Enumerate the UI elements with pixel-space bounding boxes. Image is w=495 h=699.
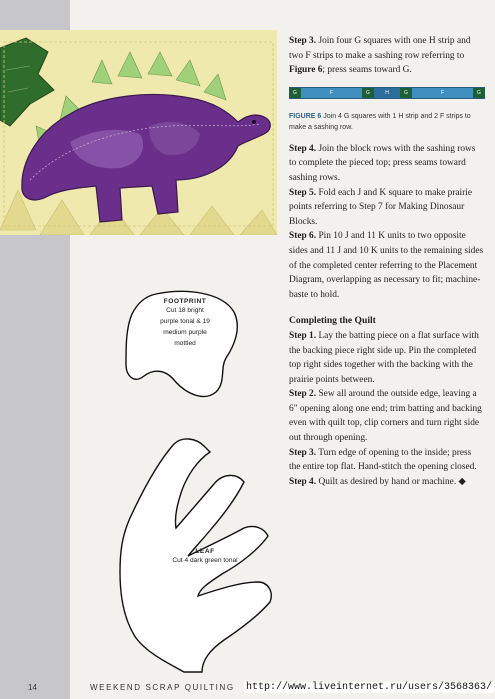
completing-step-2: [289, 387, 485, 445]
template-cut-line: mottled: [174, 340, 196, 347]
page-number: 14: [28, 683, 37, 692]
step-label: Step 4.: [289, 476, 317, 487]
step-3-sashing: [289, 34, 485, 78]
completing-step-3: [289, 446, 485, 475]
sashing-g-square: G: [289, 88, 301, 98]
completing-step-4: [289, 475, 485, 490]
figure-reference: Figure 6: [289, 65, 323, 76]
sashing-g-square: G: [473, 88, 485, 98]
step-text: Join four G squares with one H strip and two F strips to make a sashing row referring to: [289, 36, 471, 61]
template-cut-line: Cut 4 dark green tonal: [172, 557, 238, 564]
step-label: Step 5.: [289, 187, 317, 198]
dinosaur-quilt-illustration: [0, 30, 277, 235]
sashing-g-square: G: [362, 88, 374, 98]
step-text: Pin 10 J and 11 K units to two opposite sides and 11 J and 10 K units to the remaining sides of the completed center referring to the Placement Diagram, overlapping as necessary to fit; machine-baste to hold.: [289, 231, 484, 300]
step-text-tail: ; press seams toward G.: [322, 65, 412, 76]
template-cut-line: medium purple: [163, 329, 207, 336]
template-name: FOOTPRINT: [163, 298, 207, 305]
step-5-prairie-points: [289, 186, 485, 230]
step-4-join-rows: [289, 142, 485, 186]
step-text: Join the block rows with the sashing rows to complete the pieced top; press seams toward sashing rows.: [289, 143, 476, 183]
step-text: Quilt as desired by hand or machine. ◆: [316, 476, 466, 487]
step-label: Step 3.: [289, 447, 317, 458]
step-6-pin-units: [289, 229, 485, 302]
quilt-block-photo: [0, 30, 277, 235]
step-label: Step 3.: [289, 36, 317, 46]
leaf-label: [150, 548, 260, 566]
figure-caption-label: FIGURE 6: [289, 112, 322, 120]
source-url-watermark: http://www.liveinternet.ru/users/3568363/: [246, 682, 493, 693]
template-cut-line: purple tonal & 19: [160, 318, 210, 325]
template-name: LEAF: [195, 548, 215, 555]
instructions-column: [289, 34, 485, 489]
step-text: Turn edge of opening to the inside; press the entire top flat. Hand-stitch the opening closed.: [289, 447, 477, 473]
sashing-f-strip: F: [301, 88, 362, 98]
magazine-title: WEEKEND SCRAP QUILTING: [90, 683, 235, 692]
sashing-g-square: G: [400, 88, 412, 98]
sashing-h-strip: H: [374, 88, 400, 98]
step-text: Lay the batting piece on a flat surface with the backing piece right side up. Pin the completed top right sides together with the backing with the prairie points between.: [289, 330, 479, 385]
step-text: Sew all around the outside edge, leaving a 6" opening along one end; trim batting and backing even with quilt top, clip corners and turn right side out through opening.: [289, 389, 482, 444]
step-label: Step 1.: [289, 330, 317, 341]
step-text: Fold each J and K square to make prairie points referring to Step 7 for Making Dinosaur Blocks.: [289, 187, 473, 227]
step-label: Step 2.: [289, 389, 317, 400]
template-cut-line: Cut 18 bright: [166, 307, 204, 314]
footprint-label: [140, 298, 230, 349]
figure-6-caption: [289, 111, 485, 133]
figure-caption-text: Join 4 G squares with 1 H strip and 2 F strips to make a sashing row.: [289, 112, 471, 131]
step-label: Step 6.: [289, 231, 317, 242]
sashing-f-strip: F: [412, 88, 473, 98]
figure-6-sashing-row: [289, 87, 485, 99]
section-heading: Completing the Quilt: [289, 315, 376, 327]
completing-step-1: [289, 329, 485, 387]
step-label: Step 4.: [289, 143, 317, 154]
